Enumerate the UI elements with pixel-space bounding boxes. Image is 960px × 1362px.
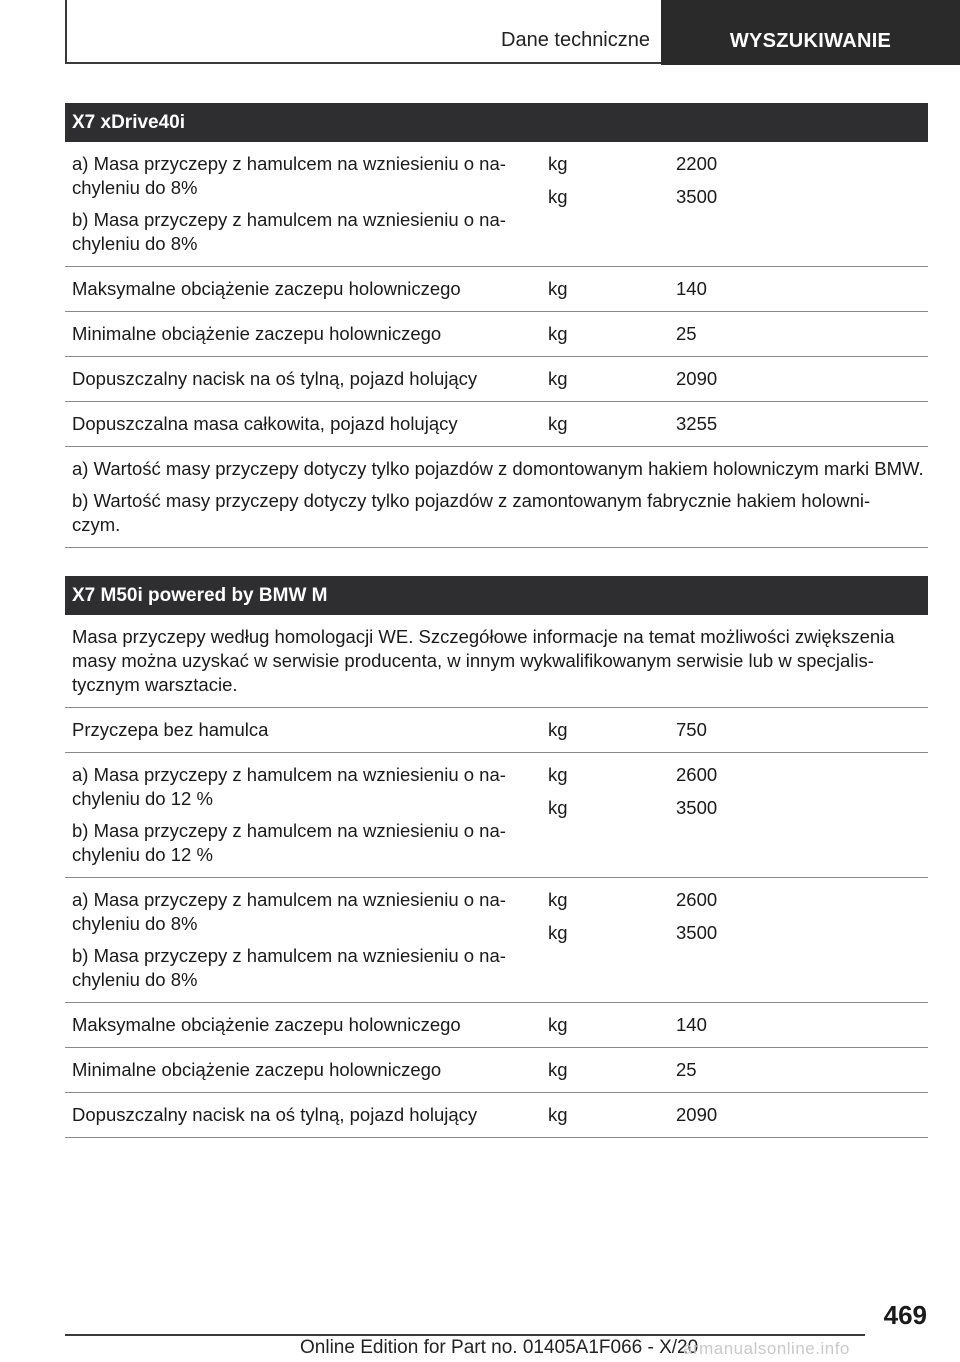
row-unit: kg <box>548 278 568 299</box>
table-row <box>65 1048 928 1093</box>
cell-unit <box>548 708 676 752</box>
row-value: 2600 <box>676 764 718 785</box>
table-intro <box>65 615 928 708</box>
intro-text: Masa przyczepy według homologacji WE. Szczegółowe informacje na temat możliwości zwiększenia masy można uzyskać w serwisie producenta, w innym wykwalifikowanym serwisie lub w specjalis- tycznym warsztacie. <box>72 626 895 695</box>
row-unit: kg <box>548 323 568 344</box>
row-value: 750 <box>676 719 707 740</box>
row-label: b) Masa przyczepy z hamulcem na wzniesieniu o na- chyleniu do 8% <box>72 209 506 254</box>
table-row <box>65 708 928 753</box>
row-value: 25 <box>676 323 697 344</box>
row-label: Przyczepa bez hamulca <box>72 719 269 740</box>
row-value: 25 <box>676 1059 697 1080</box>
table-body <box>65 708 928 1138</box>
cell-value <box>676 878 928 1002</box>
cell-label <box>65 142 548 266</box>
cell-unit <box>548 1093 676 1137</box>
edition-text: Online Edition for Part no. 01405A1F066 - X/20 <box>300 1337 699 1358</box>
table-row <box>65 312 928 357</box>
row-value: 3500 <box>676 797 718 818</box>
table-row <box>65 267 928 312</box>
cell-value <box>676 1048 928 1092</box>
cell-unit <box>548 312 676 356</box>
spec-table-x7-m50i <box>65 576 928 1138</box>
cell-label <box>65 1003 548 1047</box>
row-unit: kg <box>548 368 568 389</box>
cell-label <box>65 878 548 1002</box>
table-row <box>65 357 928 402</box>
row-unit: kg <box>548 719 568 740</box>
cell-unit <box>548 1048 676 1092</box>
table-row <box>65 142 928 267</box>
cell-value <box>676 1093 928 1137</box>
cell-unit <box>548 1003 676 1047</box>
row-unit: kg <box>548 153 568 174</box>
cell-label <box>65 1048 548 1092</box>
cell-label <box>65 753 548 877</box>
cell-value <box>676 357 928 401</box>
row-label: Dopuszczalny nacisk na oś tylną, pojazd holujący <box>72 368 478 389</box>
row-unit: kg <box>548 922 568 943</box>
cell-unit <box>548 878 676 1002</box>
table-row <box>65 402 928 447</box>
row-label: b) Masa przyczepy z hamulcem na wzniesieniu o na- chyleniu do 12 % <box>72 820 506 865</box>
row-label: Maksymalne obciążenie zaczepu holowniczego <box>72 1014 461 1035</box>
row-unit: kg <box>548 764 568 785</box>
table-body <box>65 142 928 447</box>
cell-value <box>676 142 928 266</box>
footnote: b) Wartość masy przyczepy dotyczy tylko pojazdów z zamontowanym fabrycznie hakiem holowni- czym. <box>72 490 871 535</box>
row-label: a) Masa przyczepy z hamulcem na wzniesieniu o na- chyleniu do 12 % <box>72 764 506 809</box>
table-row <box>65 753 928 878</box>
search-button[interactable]: WYSZUKIWANIE <box>661 0 960 65</box>
cell-label <box>65 1093 548 1137</box>
row-unit: kg <box>548 413 568 434</box>
section-title: Dane techniczne <box>501 29 650 51</box>
row-label: Minimalne obciążenie zaczepu holowniczego <box>72 323 442 344</box>
cell-value <box>676 708 928 752</box>
spec-table-x7-xdrive40i <box>65 103 928 548</box>
row-value: 140 <box>676 1014 707 1035</box>
cell-label <box>65 402 548 446</box>
footer-rule <box>65 1334 865 1336</box>
page-number: 469 <box>883 1300 927 1330</box>
footnote: a) Wartość masy przyczepy dotyczy tylko pojazdów z domontowanym hakiem holowniczym marki BMW. <box>72 458 924 479</box>
cell-label <box>65 267 548 311</box>
row-value: 2090 <box>676 1104 718 1125</box>
row-value: 140 <box>676 278 707 299</box>
row-value: 2600 <box>676 889 718 910</box>
row-label: a) Masa przyczepy z hamulcem na wzniesieniu o na- chyleniu do 8% <box>72 889 506 934</box>
cell-value <box>676 312 928 356</box>
cell-unit <box>548 402 676 446</box>
row-unit: kg <box>548 1104 568 1125</box>
cell-label <box>65 312 548 356</box>
row-value: 2090 <box>676 368 718 389</box>
row-label: a) Masa przyczepy z hamulcem na wzniesieniu o na- chyleniu do 8% <box>72 153 506 198</box>
row-value: 2200 <box>676 153 718 174</box>
header-rule-horizontal <box>65 62 665 64</box>
row-unit: kg <box>548 186 568 207</box>
row-unit: kg <box>548 797 568 818</box>
cell-label <box>65 708 548 752</box>
cell-unit <box>548 753 676 877</box>
cell-label <box>65 357 548 401</box>
header-rule-vertical <box>65 0 67 64</box>
cell-value <box>676 267 928 311</box>
row-label: Dopuszczalny nacisk na oś tylną, pojazd holujący <box>72 1104 478 1125</box>
row-unit: kg <box>548 1014 568 1035</box>
row-value: 3500 <box>676 186 718 207</box>
cell-unit <box>548 142 676 266</box>
row-value: 3500 <box>676 922 718 943</box>
table-title: X7 xDrive40i <box>65 103 928 142</box>
row-value: 3255 <box>676 413 718 434</box>
row-label: Maksymalne obciążenie zaczepu holowniczego <box>72 278 461 299</box>
row-label: Minimalne obciążenie zaczepu holowniczego <box>72 1059 442 1080</box>
table-row <box>65 1003 928 1048</box>
row-unit: kg <box>548 889 568 910</box>
table-row <box>65 1093 928 1138</box>
row-label: Dopuszczalna masa całkowita, pojazd holujący <box>72 413 458 434</box>
cell-unit <box>548 267 676 311</box>
table-row <box>65 878 928 1003</box>
row-label: b) Masa przyczepy z hamulcem na wzniesieniu o na- chyleniu do 8% <box>72 945 506 990</box>
cell-value <box>676 402 928 446</box>
cell-value <box>676 1003 928 1047</box>
cell-unit <box>548 357 676 401</box>
cell-value <box>676 753 928 877</box>
row-unit: kg <box>548 1059 568 1080</box>
watermark-logo: armanualsonline.info <box>683 1339 850 1358</box>
table-title: X7 M50i powered by BMW M <box>65 576 928 615</box>
table-footnotes <box>65 447 928 548</box>
